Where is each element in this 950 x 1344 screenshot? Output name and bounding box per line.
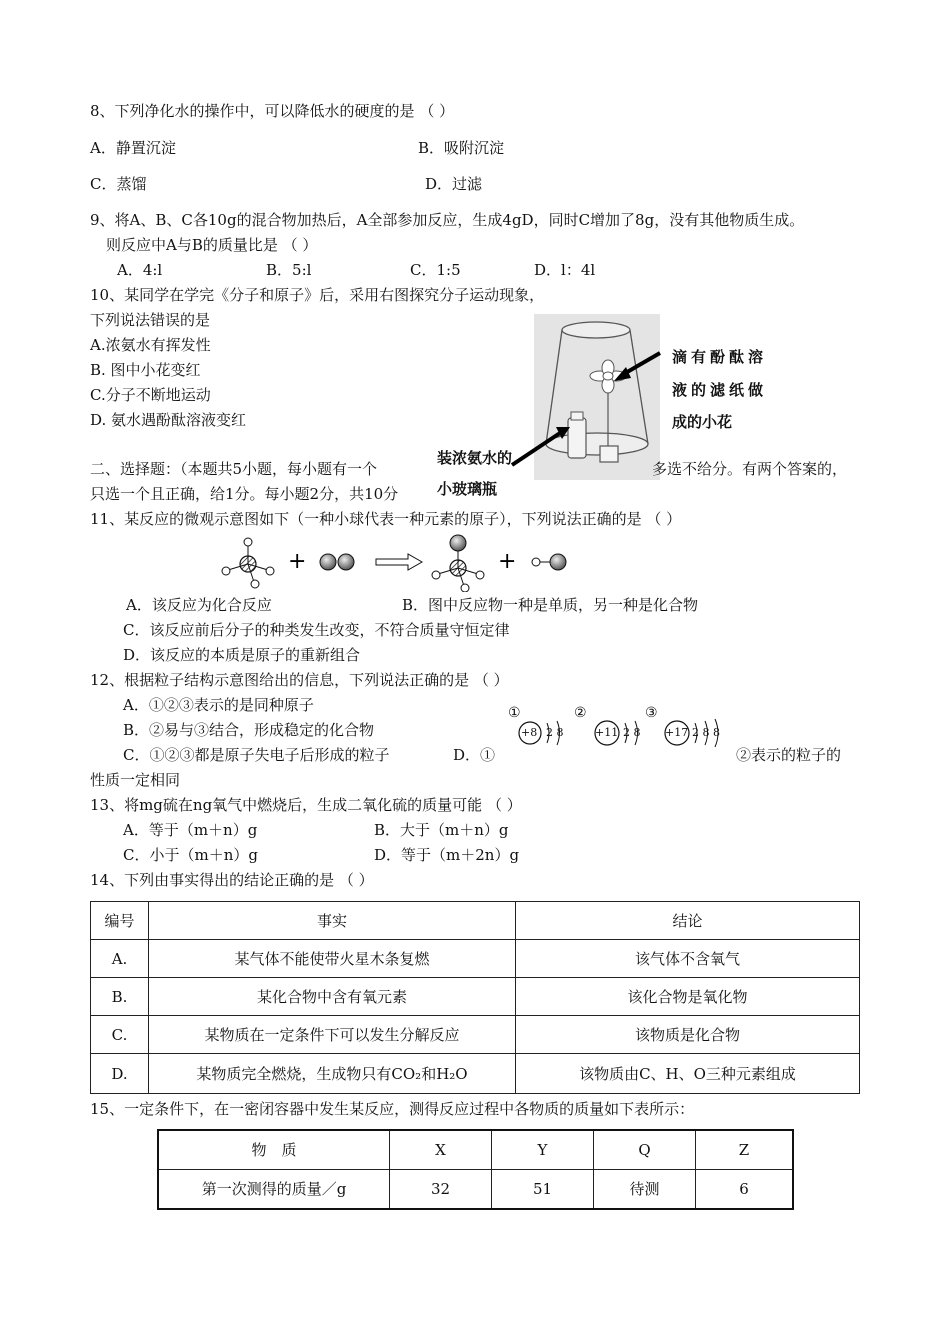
section2-line2: 只选一个且正确，给1分。每小题2分，共10分 (90, 485, 399, 503)
q14-header-row (91, 902, 860, 940)
q14-header-cell: 编号 (91, 902, 149, 940)
table-cell: 某物质完全燃烧，生成物只有CO₂和H₂O (149, 1054, 516, 1094)
q10-stem-2: 下列说法错误的是 (90, 311, 211, 329)
q12-tail: 性质一定相同 (90, 771, 181, 789)
q15-header-cell: Y (492, 1130, 594, 1169)
table-cell: 某物质在一定条件下可以发生分解反应 (149, 1016, 516, 1054)
q8-option-b: B．吸附沉淀 (418, 139, 505, 157)
plus-sign: + (498, 549, 517, 574)
table-cell: C. (91, 1016, 149, 1054)
table-cell: 第一次测得的质量／g (158, 1169, 390, 1209)
q12-option-d: D．① (453, 746, 496, 764)
q11-option-a: A．该反应为化合反应 (126, 596, 272, 614)
table-cell: 该气体不含氧气 (516, 940, 860, 978)
table-cell: B. (91, 978, 149, 1016)
q12-option-d-tail: ②表示的粒子的 (736, 746, 842, 764)
q13-option-b: B．大于（m＋n）g (374, 821, 509, 839)
section2-line1a: 二、选择题：（本题共5小题，每小题有一个 (90, 460, 378, 478)
q10-option-b: B. 图中小花变红 (90, 361, 201, 379)
q15-stem: 15、一定条件下，在一密闭容器中发生某反应，测得反应过程中各物质的质量如下表所示： (90, 1100, 695, 1118)
q8-option-a: A．静置沉淀 (90, 139, 176, 157)
q9-stem: 9、将A、B、C各10g的混合物加热后，A全部参加反应，生成4gD，同时C增加了8g，没有其他物质生成。 (90, 211, 805, 229)
q8-option-d: D．过滤 (425, 175, 483, 193)
q9-option-b: B．5:l (266, 261, 312, 279)
q11-option-d: D．该反应的本质是原子的重新组合 (123, 646, 361, 664)
q10-option-d: D. 氨水遇酚酞溶液变红 (90, 411, 247, 429)
q9-option-d: D．l：4l (534, 261, 596, 279)
table-cell: 51 (492, 1169, 594, 1209)
particle-1-nucleus: +8 (521, 726, 538, 739)
q13-option-a: A．等于（m＋n）g (123, 821, 258, 839)
q13-option-c: C．小于（m＋n）g (123, 846, 258, 864)
q9-stem-2: 则反应中A与B的质量比是 （ ） (106, 236, 318, 254)
table-cell: 6 (696, 1169, 794, 1209)
particle-2-shells: 2 8 (623, 726, 641, 739)
table-row (158, 1169, 793, 1209)
q15-header-cell: Z (696, 1130, 794, 1169)
reaction-diagram (216, 532, 576, 592)
q15-header-cell: 物 质 (158, 1130, 390, 1169)
table-cell: 某气体不能使带火星木条复燃 (149, 940, 516, 978)
flower-label-1: 滴有酚酞溶 (672, 348, 768, 366)
q12-option-b: B．②易与③结合，形成稳定的化合物 (123, 721, 375, 739)
table-cell: 该物质是化合物 (516, 1016, 860, 1054)
q10-stem: 10、某同学在学完《分子和原子》后，采用右图探究分子运动现象， (90, 286, 545, 304)
q15-table (157, 1129, 794, 1210)
table-row (91, 940, 860, 978)
particle-3-shells: 2 8 8 (692, 726, 720, 739)
table-row (91, 978, 860, 1016)
table-row (91, 1054, 860, 1094)
q8-option-c: C．蒸馏 (90, 175, 147, 193)
q8-stem: 8、下列净化水的操作中，可以降低水的硬度的是 （ ） (90, 102, 455, 120)
plus-sign: + (288, 549, 307, 574)
particle-diagrams (508, 703, 748, 749)
q11-stem: 11、某反应的微观示意图如下（一种小球代表一种元素的原子），下列说法正确的是 （ ） (90, 510, 682, 528)
q11-option-c: C．该反应前后分子的种类发生改变，不符合质量守恒定律 (123, 621, 510, 639)
q14-header-cell: 结论 (516, 902, 860, 940)
table-cell: D. (91, 1054, 149, 1094)
q15-header-cell: X (390, 1130, 492, 1169)
table-cell: A. (91, 940, 149, 978)
bottle-label-2: 小玻璃瓶 (437, 480, 498, 498)
q11-option-b: B．图中反应物一种是单质，另一种是化合物 (402, 596, 699, 614)
particle-3-label: ③ (645, 705, 658, 721)
particle-3-nucleus: +17 (665, 726, 689, 739)
particle-1-label: ① (508, 705, 521, 721)
q12-stem: 12、根据粒子结构示意图给出的信息，下列说法正确的是 （ ） (90, 671, 509, 689)
arrow-icon (512, 433, 560, 465)
q13-stem: 13、将mg硫在ng氧气中燃烧后，生成二氧化硫的质量可能 （ ） (90, 796, 522, 814)
arrow-icon-group (500, 345, 670, 475)
q14-stem: 14、下列由事实得出的结论正确的是 （ ） (90, 871, 374, 889)
q14-table (90, 901, 860, 1094)
q12-option-c: C．①②③都是原子失电子后形成的粒子 (123, 746, 390, 764)
q13-option-d: D．等于（m＋2n）g (374, 846, 520, 864)
table-cell: 某化合物中含有氧元素 (149, 978, 516, 1016)
q12-option-a: A．①②③表示的是同种原子 (123, 696, 314, 714)
q9-option-c: C．1:5 (410, 261, 461, 279)
table-cell: 待测 (594, 1169, 696, 1209)
particle-1-shells: 2 8 (546, 726, 564, 739)
particle-2-label: ② (574, 705, 587, 721)
table-row (91, 1016, 860, 1054)
q9-option-a: A．4:l (117, 261, 163, 279)
particle-2-nucleus: +11 (595, 726, 619, 739)
q15-header-row (158, 1130, 793, 1169)
q15-header-cell: Q (594, 1130, 696, 1169)
bottle-label-1: 装浓氨水的 (437, 449, 513, 467)
q10-option-c: C.分子不断地运动 (90, 386, 211, 404)
table-cell: 32 (390, 1169, 492, 1209)
section2-line1b: 多选不给分。有两个答案的， (652, 460, 848, 478)
flower-label-3: 成的小花 (672, 413, 733, 431)
table-cell: 该物质由C、H、O三种元素组成 (516, 1054, 860, 1094)
table-cell: 该化合物是氧化物 (516, 978, 860, 1016)
q14-header-cell: 事实 (149, 902, 516, 940)
flower-label-2: 液的滤纸做 (672, 381, 768, 399)
q10-option-a: A.浓氨水有挥发性 (90, 336, 211, 354)
